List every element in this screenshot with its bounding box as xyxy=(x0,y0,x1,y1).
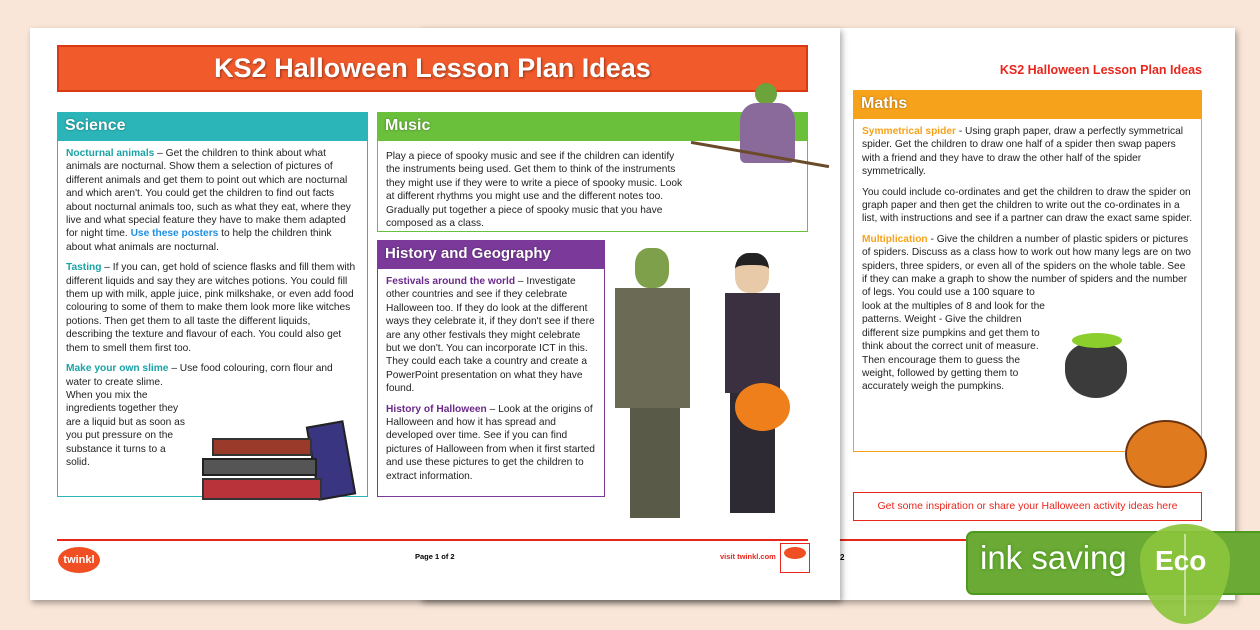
pumpkin-illustration xyxy=(1125,420,1207,488)
inspiration-link[interactable]: Get some inspiration or share your Halloween activity ideas here xyxy=(853,492,1202,521)
science-item: Nocturnal animals – Get the children to think about what animals are nocturnal. Show them a selection of pictures of different animals and get them to point out which are nocturnal and which aren't. You could get the children to find out facts about nocturnal animals too, such as what they eat, where they live and what special feature they have to make them adapted for night time. Use these posters to help the children think about what animals are nocturnal. xyxy=(66,148,351,253)
history-heading: History and Geography xyxy=(378,241,604,269)
maths-heading: Maths xyxy=(854,91,1201,119)
witch-illustration xyxy=(710,68,820,193)
page-1 xyxy=(30,28,840,600)
history-box xyxy=(377,240,605,497)
science-heading: Science xyxy=(58,113,367,141)
science-item: Tasting – If you can, get hold of science flasks and fill them with different liquids and say they are witches potions. You could fill them up with milk, apple juice, pink milkshake, or even add food colouring to some of them to make them look more like witches potions. Then get them to all taste the different liquids, describing the texture and flavour of each. You could also get them to smell them first too. xyxy=(66,262,356,354)
history-item: Festivals around the world – Investigate other countries and see if they celebrate Halloween too. If they do look at the different ways they celebrate it, if they don't see if there are any other festivals they might celebrate but we don't. You can incorporate ICT in this. They could each take a country and create a PowerPoint presentation on what they have found. xyxy=(386,276,595,395)
quality-approved-badge xyxy=(780,543,810,573)
children-costumes-illustration xyxy=(610,243,810,528)
posters-link[interactable]: Use these posters xyxy=(130,228,219,240)
maths-box xyxy=(853,90,1202,452)
books-illustration xyxy=(202,423,362,501)
science-item: Make your own slime – Use food colouring, corn flour and water to create slime. When you mix the ingredients together they are a liquid but as soon as you put pressure on the substance it turns to a solid. xyxy=(66,363,333,468)
page-2-number: 2 xyxy=(840,553,845,562)
visit-twinkl-link[interactable]: visit twinkl.com xyxy=(720,552,776,561)
cauldron-illustration xyxy=(1065,343,1127,398)
slime-bubbles xyxy=(1072,333,1122,348)
eco-label: Eco xyxy=(1155,545,1207,576)
page-title: KS2 Halloween Lesson Plan Ideas xyxy=(57,45,808,92)
maths-item: Multiplication - Give the children a number of plastic spiders or pictures of spiders. Discuss as a class how to work out how many legs are on two spiders, three spiders, or even all of the spiders on the whole table. See if they can make a graph to show the number of spiders and the number of legs. You could use a 100 square to look at the multiples of 8 and look for the patterns. Weight - Give the children different size pumpkins and get them to think about the correct unit of measure. Then encourage them to guess the weight, followed by getting them to accurately weigh the pumpkins. xyxy=(862,233,1191,393)
page-2-header: KS2 Halloween Lesson Plan Ideas xyxy=(999,63,1202,77)
music-heading: Music xyxy=(378,113,807,141)
maths-item: You could include co-ordinates and get the children to draw the spider on graph paper and then get the children to write out the co-ordinates in a list, with instructions and see if a partner can draw the exact same spider. xyxy=(862,186,1193,225)
page-number: Page 1 of 2 xyxy=(415,552,455,561)
ink-saving-label: ink saving xyxy=(980,539,1127,576)
maths-item: Symmetrical spider - Using graph paper, draw a perfectly symmetrical spider. Get the children to draw one half of a spider then swap papers with a friend and they have to draw the other half of the spider symmetrically. xyxy=(862,126,1184,178)
history-item: History of Halloween – Look at the origins of Halloween and how it has spread and developed over time. See if you can find pictures of Halloween from when it first started and use these pictures to get the children to extract information. xyxy=(386,403,595,482)
music-text: Play a piece of spooky music and see if the children can identify the instruments being used. Get them to think of the instruments they might use if they were to write a piece of spooky music. Look at different rhythms you might use and the different notes too. Gradually put together a piece of spooky music that you have composed as a class. xyxy=(386,151,683,230)
twinkl-logo: twinkl xyxy=(58,547,100,573)
